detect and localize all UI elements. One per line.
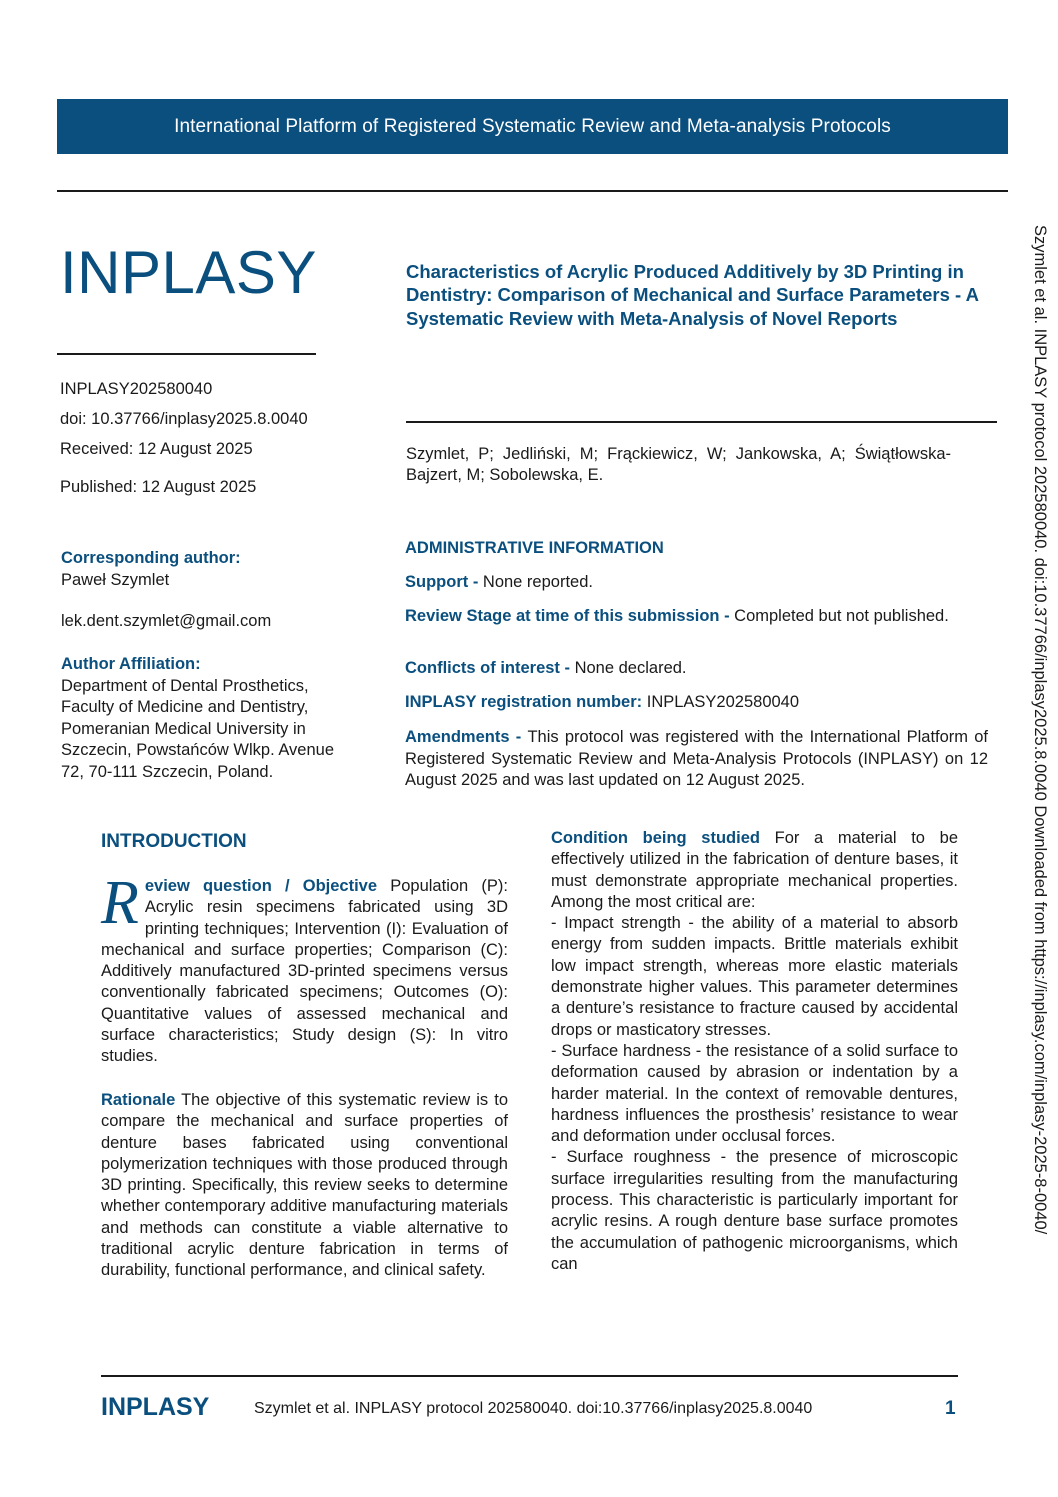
logo-rule (57, 353, 316, 355)
corresponding-email: lek.dent.szymlet@gmail.com (61, 612, 272, 630)
surface-roughness-item: - Surface roughness - the presence of microscopic surface irregularities resulting from the manufacturing process. This characteristic is particularly important for acrylic resins. A rough denture base surface promotes the accumulation of pathogenic microorganisms, which can (551, 1148, 958, 1273)
conflicts-line (405, 658, 988, 678)
affiliation-text: Department of Dental Prosthetics, Faculty of Medicine and Dentistry, Pomeranian Medical University in Szczecin, Powstańców Wlkp. Avenue 72, 70-111 Szczecin, Poland. (61, 676, 334, 781)
page-number: 1 (945, 1398, 956, 1419)
surface-hardness-item: - Surface hardness - the resistance of a solid surface to deformation caused by abrasion or indentation by a harder material. In the context of removable dentures, hardness influences the prosthesis’ resistance to wear and deformation under occlusal forces. (551, 1041, 958, 1146)
registration-value: INPLASY202580040 (646, 693, 800, 711)
corresponding-author (61, 548, 341, 591)
rationale-text: The objective of this systematic review is to compare the mechanical and surface properties of denture bases fabricated using conventional polymerization techniques with those produced through 3D printing. Specifically, this review seeks to determine whether contemporary additive manufacturing materials and methods can constitute a viable alternative to traditional acrylic denture fabrication in terms of durability, functional performance, and clinical safety. (101, 1091, 508, 1280)
title-rule (406, 421, 997, 423)
rationale-label: Rationale (101, 1091, 176, 1109)
amendments-line (405, 727, 988, 792)
impact-strength-item: - Impact strength - the ability of a material to absorb energy from sudden impacts. Brittle materials exhibit low impact strength, whereas more elastic materials demonstrate higher values. This parameter determines a denture’s resistance to fracture caused by accidental drops or masticatory stresses. (551, 914, 958, 1039)
author-affiliation (61, 654, 341, 783)
amendments-label: Amendments - (405, 728, 528, 746)
footer-logo: INPLASY (101, 1393, 210, 1421)
review-stage-label: Review Stage at time of this submission - (405, 607, 735, 625)
conflicts-label: Conflicts of interest - (405, 659, 575, 677)
introduction-heading: INTRODUCTION (101, 831, 247, 852)
paper-title: Characteristics of Acrylic Produced Additively by 3D Printing in Dentistry: Comparison of Mechanical and Surface Parameters - A Systematic Review with Meta-Analysis of Novel Reports (406, 261, 979, 329)
corresponding-heading: Corresponding author: (61, 549, 241, 567)
condition-text: For a material to be effectively utilized in the fabrication of denture bases, it must demonstrate appropriate mechanical properties. Among the most critical are: (551, 829, 958, 911)
review-question-paragraph (101, 869, 508, 1068)
platform-banner (57, 99, 1008, 154)
condition-label: Condition being studied (551, 829, 760, 847)
rationale-paragraph (101, 1090, 508, 1282)
support-line (405, 572, 988, 592)
banner-text: International Platform of Registered Systematic Review and Meta-analysis Protocols (174, 115, 891, 137)
corresponding-name: Paweł Szymlet (61, 570, 170, 589)
admin-heading: ADMINISTRATIVE INFORMATION (405, 539, 664, 557)
condition-section (551, 828, 958, 1275)
registration-line (405, 692, 988, 712)
registration-label: INPLASY registration number: (405, 693, 647, 711)
condition-intro (551, 828, 958, 913)
inplasy-logo: INPLASY (60, 239, 317, 306)
author-list: Szymlet, P; Jedliński, M; Frąckiewicz, W; Jankowska, A; Świątłowska-Bajzert, M; Sobolewska, E. (406, 445, 951, 484)
doi: doi: 10.37766/inplasy2025.8.0040 (60, 410, 308, 428)
protocol-id: INPLASY202580040 (60, 380, 213, 398)
review-stage-value: Completed but not published. (734, 607, 949, 625)
conflicts-value: None declared. (574, 659, 687, 677)
review-question-label: eview question / Objective (144, 877, 378, 895)
footer-citation: Szymlet et al. INPLASY protocol 202580040. doi:10.37766/inplasy2025.8.0040 (254, 1400, 813, 1417)
header-rule (57, 190, 1008, 192)
footer-rule (101, 1375, 958, 1377)
side-citation: Szymlet et al. INPLASY protocol 202580040. doi:10.37766/inplasy2025.8.0040 Downloaded from https://inplasy.com/inplasy-2025-8-0040/ (1031, 225, 1049, 1235)
affiliation-heading: Author Affiliation: (61, 655, 201, 673)
review-stage-line (405, 606, 988, 626)
received-date: Received: 12 August 2025 (60, 440, 253, 458)
support-label: Support - (405, 573, 483, 591)
support-value: None reported. (482, 573, 593, 591)
published-date: Published: 12 August 2025 (60, 478, 257, 496)
amendments-value: This protocol was registered with the International Platform of Registered Systematic Review and Meta-Analysis Protocols (INPLASY) on 12 August 2025 and was last updated on 12 August 2025. (405, 728, 988, 789)
review-question-text: Population (P): Acrylic resin specimens fabricated using 3D printing techniques; Intervention (I): Evaluation of mechanical and surface properties; Comparison (C): Additively manufactured 3D-printed specimens versus conventionally fabricated specimens; Outcomes (O): Quantitative values of assessed mechanical and surface characteristics; Study design (S): In vitro studies. (101, 877, 508, 1066)
drop-cap: R (101, 869, 139, 937)
